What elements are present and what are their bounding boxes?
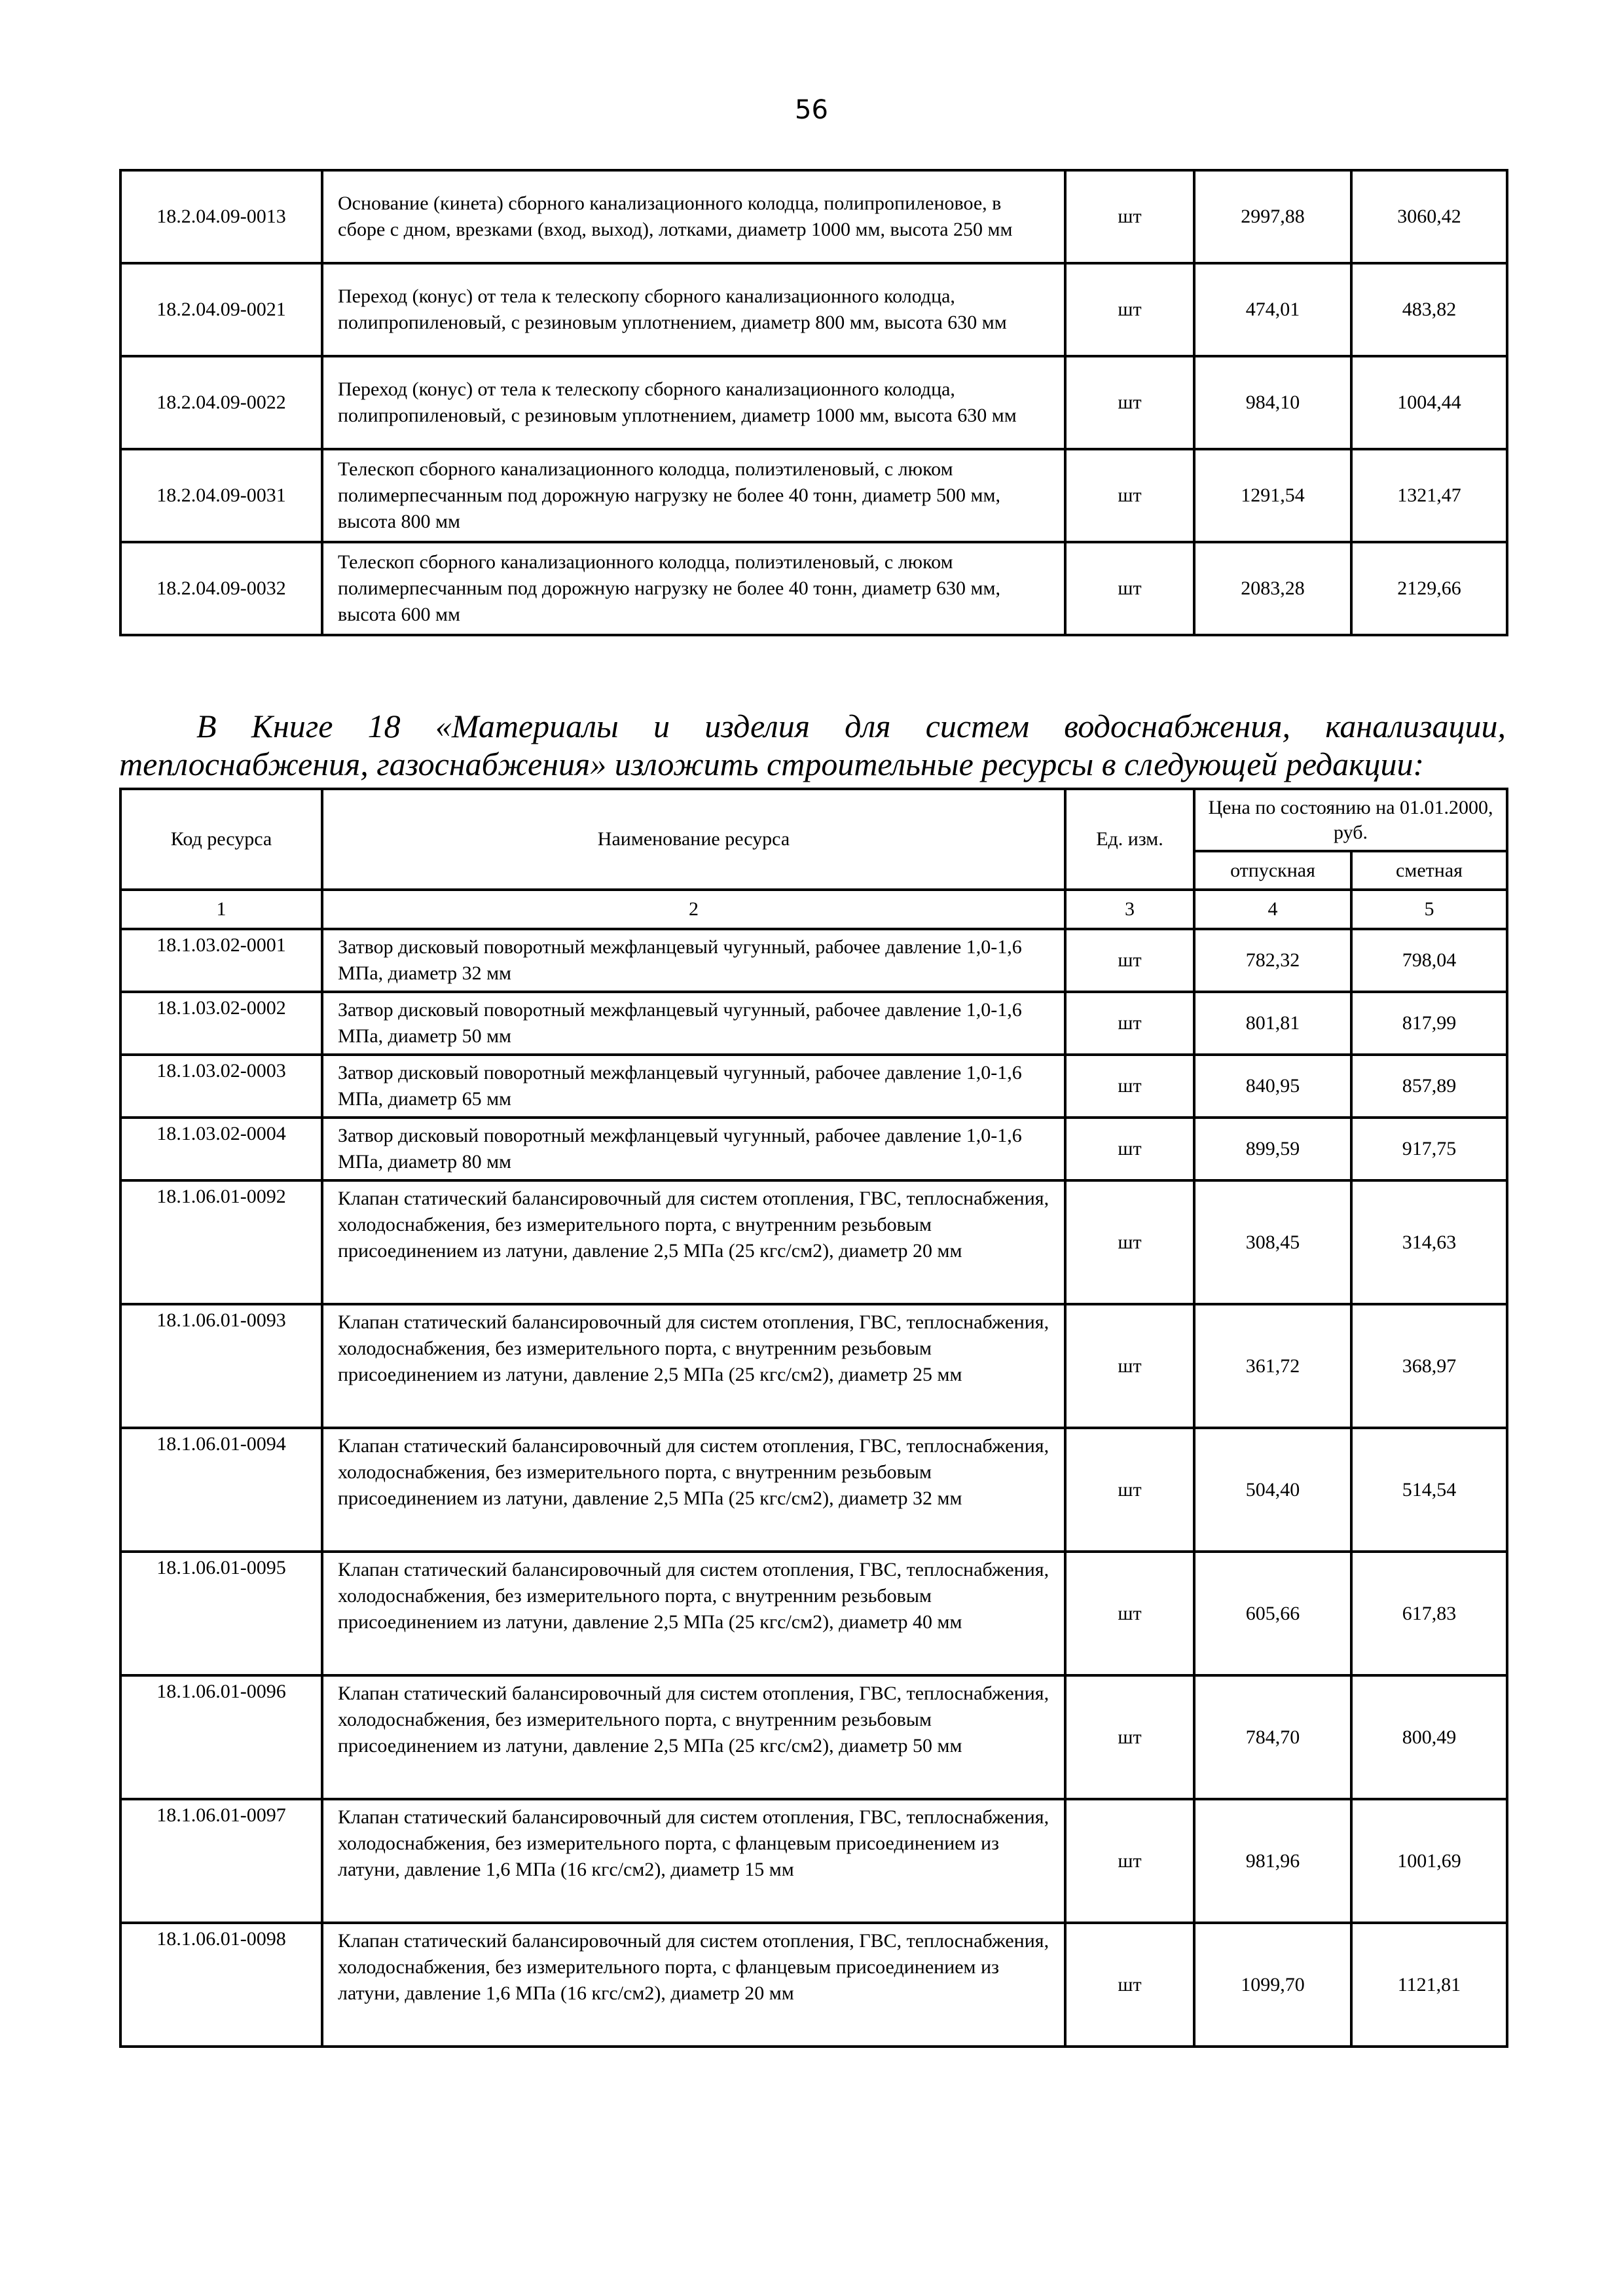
price-estimate: 314,63 [1351,1180,1507,1304]
resource-unit: шт [1065,542,1194,635]
resource-table [119,788,1508,2048]
header-name: Наименование ресурса [322,789,1065,890]
price-estimate: 1121,81 [1351,1923,1507,2047]
resource-name: Клапан статический балансировочный для систем отопления, ГВС, теплоснабжения, холодоснабжения, без измерительного порта, с внутренним резьбовым присоединением из латуни, давление 2,5 МПа (25 кгс/см2), диаметр 20 мм [322,1180,1065,1304]
price-estimate: 817,99 [1351,992,1507,1055]
price-release: 984,10 [1194,356,1351,449]
resource-name: Переход (конус) от тела к телескопу сборного канализационного колодца, полипропиленовый, с резиновым уплотнением, диаметр 800 мм, высота 630 мм [322,263,1065,356]
resource-code: 18.1.03.02-0001 [120,929,322,992]
price-estimate: 800,49 [1351,1675,1507,1799]
resource-unit: шт [1065,1428,1194,1552]
resource-unit: шт [1065,1552,1194,1675]
price-release: 605,66 [1194,1552,1351,1675]
column-number: 3 [1065,890,1194,929]
resource-name: Затвор дисковый поворотный межфланцевый чугунный, рабочее давление 1,0-1,6 МПа, диаметр 50 мм [322,992,1065,1055]
resource-name: Клапан статический балансировочный для систем отопления, ГВС, теплоснабжения, холодоснабжения, без измерительного порта, с внутренним резьбовым присоединением из латуни, давление 2,5 МПа (25 кгс/см2), диаметр 32 мм [322,1428,1065,1552]
resource-code: 18.1.06.01-0098 [120,1923,322,2047]
resource-name: Затвор дисковый поворотный межфланцевый чугунный, рабочее давление 1,0-1,6 МПа, диаметр 80 мм [322,1118,1065,1180]
price-estimate: 514,54 [1351,1428,1507,1552]
resource-unit: шт [1065,1180,1194,1304]
table-row [120,1552,1507,1675]
resource-unit: шт [1065,1799,1194,1923]
resource-code: 18.1.03.02-0004 [120,1118,322,1180]
header-code: Код ресурса [120,789,322,890]
resource-name: Затвор дисковый поворотный межфланцевый чугунный, рабочее давление 1,0-1,6 МПа, диаметр 65 мм [322,1055,1065,1118]
resource-code: 18.1.03.02-0002 [120,992,322,1055]
price-release: 840,95 [1194,1055,1351,1118]
resource-code: 18.1.06.01-0093 [120,1304,322,1428]
resource-name: Телескоп сборного канализационного колодца, полиэтиленовый, с люком полимерпесчанным под дорожную нагрузку не более 40 тонн, диаметр 500 мм, высота 800 мм [322,449,1065,542]
table-row [120,449,1507,542]
table-header-row [120,789,1507,851]
resource-name: Телескоп сборного канализационного колодца, полиэтиленовый, с люком полимерпесчанным под дорожную нагрузку не более 40 тонн, диаметр 630 мм, высота 600 мм [322,542,1065,635]
header-price-group: Цена по состоянию на 01.01.2000, руб. [1194,789,1507,851]
resource-name: Клапан статический балансировочный для систем отопления, ГВС, теплоснабжения, холодоснабжения, без измерительного порта, с фланцевым присоединением из латуни, давление 1,6 МПа (16 кгс/см2), диаметр 15 мм [322,1799,1065,1923]
resource-name: Основание (кинета) сборного канализационного колодца, полипропиленовое, в сборе с дном, врезками (вход, выход), лотками, диаметр 1000 мм, высота 250 мм [322,170,1065,263]
price-release: 784,70 [1194,1675,1351,1799]
resource-code: 18.1.06.01-0097 [120,1799,322,1923]
price-estimate: 3060,42 [1351,170,1507,263]
resource-unit: шт [1065,356,1194,449]
resource-code: 18.2.04.09-0022 [120,356,322,449]
table-row [120,929,1507,992]
resource-code: 18.2.04.09-0013 [120,170,322,263]
resource-name: Клапан статический балансировочный для систем отопления, ГВС, теплоснабжения, холодоснабжения, без измерительного порта, с внутренним резьбовым присоединением из латуни, давление 2,5 МПа (25 кгс/см2), диаметр 40 мм [322,1552,1065,1675]
resource-name: Клапан статический балансировочный для систем отопления, ГВС, теплоснабжения, холодоснабжения, без измерительного порта, с внутренним резьбовым присоединением из латуни, давление 2,5 МПа (25 кгс/см2), диаметр 25 мм [322,1304,1065,1428]
table-row [120,1180,1507,1304]
price-release: 2083,28 [1194,542,1351,635]
price-release: 1099,70 [1194,1923,1351,2047]
price-estimate: 1004,44 [1351,356,1507,449]
resource-code: 18.1.06.01-0092 [120,1180,322,1304]
table-row [120,1923,1507,2047]
resource-name: Затвор дисковый поворотный межфланцевый чугунный, рабочее давление 1,0-1,6 МПа, диаметр 32 мм [322,929,1065,992]
resource-unit: шт [1065,1055,1194,1118]
price-estimate: 917,75 [1351,1118,1507,1180]
resource-code: 18.1.06.01-0095 [120,1552,322,1675]
price-estimate: 483,82 [1351,263,1507,356]
price-estimate: 617,83 [1351,1552,1507,1675]
resource-unit: шт [1065,1304,1194,1428]
header-price-release: отпускная [1194,851,1351,890]
table-row [120,542,1507,635]
price-release: 308,45 [1194,1180,1351,1304]
resource-code: 18.2.04.09-0032 [120,542,322,635]
resource-name: Переход (конус) от тела к телескопу сборного канализационного колодца, полипропиленовый, с резиновым уплотнением, диаметр 1000 мм, высота 630 мм [322,356,1065,449]
price-release: 504,40 [1194,1428,1351,1552]
column-numbers-row [120,890,1507,929]
price-release: 981,96 [1194,1799,1351,1923]
price-estimate: 798,04 [1351,929,1507,992]
price-estimate: 368,97 [1351,1304,1507,1428]
resource-name: Клапан статический балансировочный для систем отопления, ГВС, теплоснабжения, холодоснабжения, без измерительного порта, с фланцевым присоединением из латуни, давление 1,6 МПа (16 кгс/см2), диаметр 20 мм [322,1923,1065,2047]
resource-unit: шт [1065,929,1194,992]
price-estimate: 1321,47 [1351,449,1507,542]
price-release: 1291,54 [1194,449,1351,542]
resource-unit: шт [1065,170,1194,263]
price-estimate: 1001,69 [1351,1799,1507,1923]
resource-unit: шт [1065,1675,1194,1799]
table-row [120,263,1507,356]
resource-unit: шт [1065,1923,1194,2047]
page-number: 56 [795,95,828,125]
column-number: 4 [1194,890,1351,929]
resource-unit: шт [1065,1118,1194,1180]
resource-code: 18.1.06.01-0094 [120,1428,322,1552]
column-number: 1 [120,890,322,929]
table-row [120,1304,1507,1428]
price-estimate: 857,89 [1351,1055,1507,1118]
price-release: 474,01 [1194,263,1351,356]
resource-unit: шт [1065,449,1194,542]
table-row [120,992,1507,1055]
price-release: 361,72 [1194,1304,1351,1428]
table-row [120,1118,1507,1180]
price-estimate: 2129,66 [1351,542,1507,635]
table-row [120,1428,1507,1552]
resource-code: 18.2.04.09-0021 [120,263,322,356]
header-price-estimate: сметная [1351,851,1507,890]
resource-code: 18.1.06.01-0096 [120,1675,322,1799]
table-row [120,170,1507,263]
column-number: 5 [1351,890,1507,929]
table-row [120,1675,1507,1799]
price-release: 2997,88 [1194,170,1351,263]
resource-unit: шт [1065,263,1194,356]
resource-code: 18.2.04.09-0031 [120,449,322,542]
resource-table-continued [119,169,1508,636]
table-row [120,1055,1507,1118]
price-release: 899,59 [1194,1118,1351,1180]
price-release: 782,32 [1194,929,1351,992]
table-row [120,1799,1507,1923]
resource-unit: шт [1065,992,1194,1055]
resource-code: 18.1.03.02-0003 [120,1055,322,1118]
table-row [120,356,1507,449]
instruction-paragraph: В Книге 18 «Материалы и изделия для систем водоснабжения, канализации, теплоснабжения, газоснабжения» изложить строительные ресурсы в следующей редакции: [119,708,1506,782]
resource-name: Клапан статический балансировочный для систем отопления, ГВС, теплоснабжения, холодоснабжения, без измерительного порта, с внутренним резьбовым присоединением из латуни, давление 2,5 МПа (25 кгс/см2), диаметр 50 мм [322,1675,1065,1799]
header-unit: Ед. изм. [1065,789,1194,890]
column-number: 2 [322,890,1065,929]
price-release: 801,81 [1194,992,1351,1055]
